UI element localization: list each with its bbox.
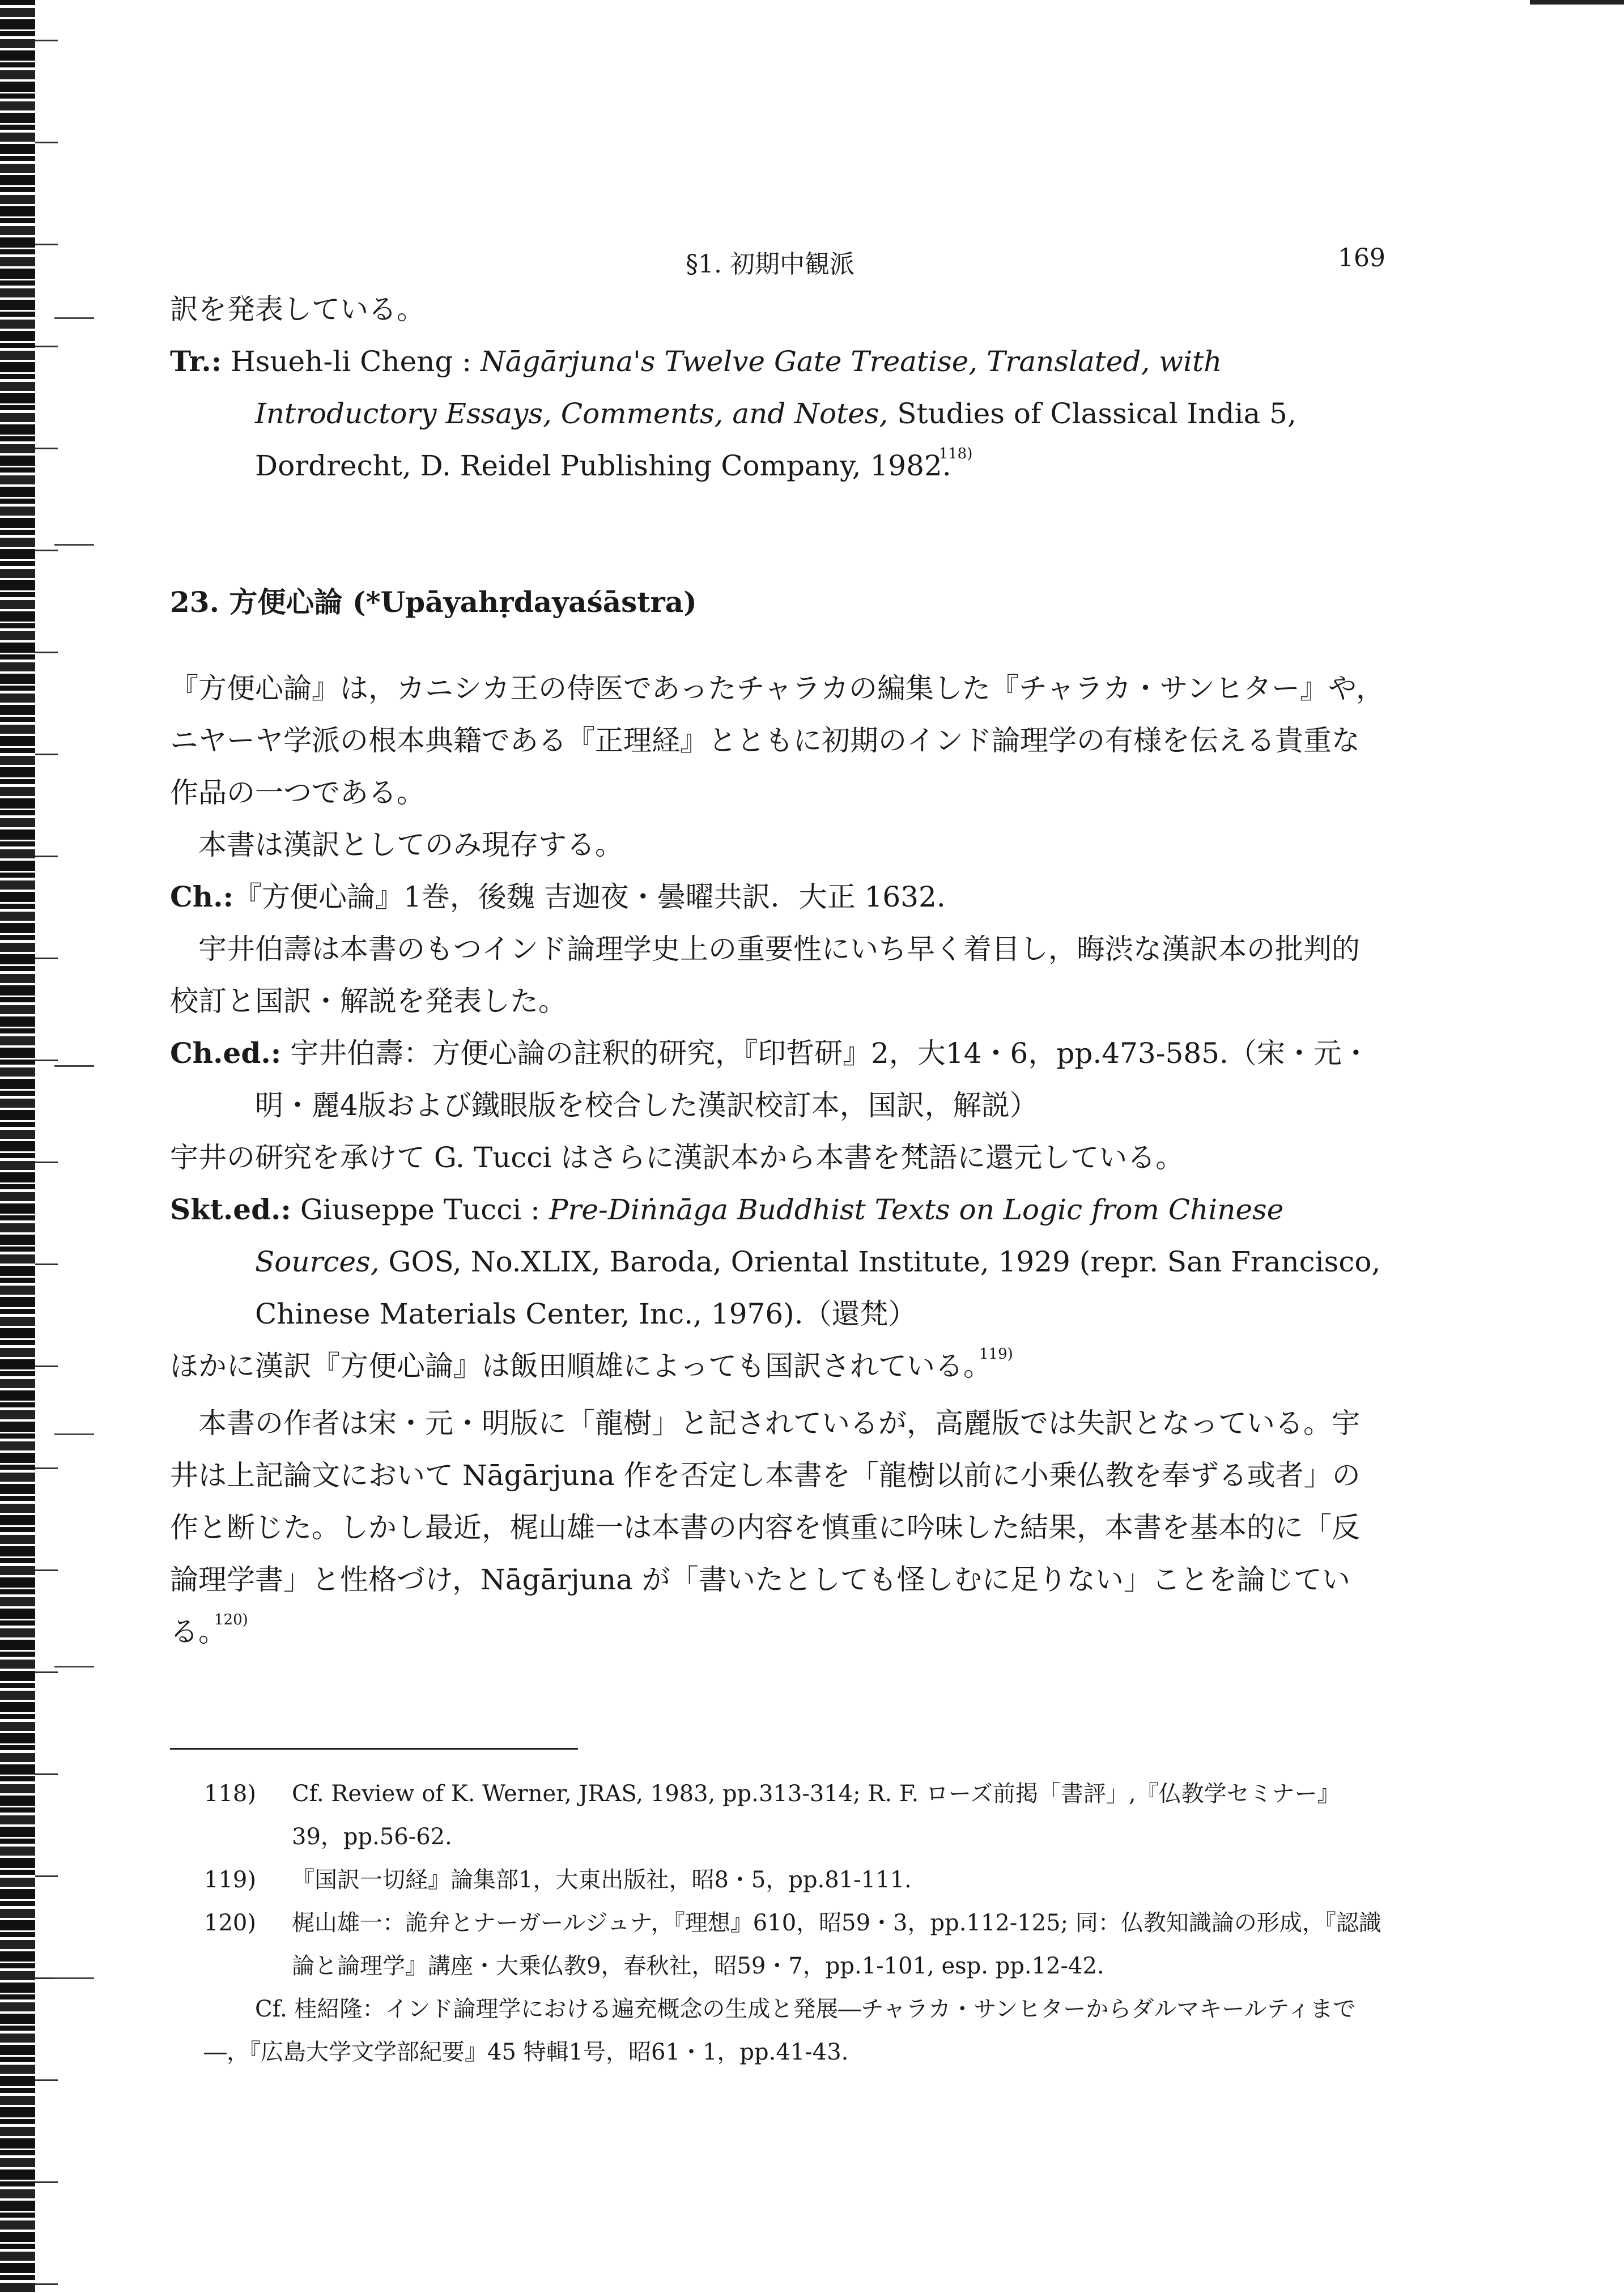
section-title: 方便心論: [229, 585, 343, 619]
footnote-text: 『国訳一切経』論集部1，大東出版社，昭8・5，pp.81-111.: [292, 1867, 912, 1893]
ref-label: Tr.:: [170, 344, 222, 378]
paragraph-text: 本書の作者は宋・元・明版に「龍樹」と記されているが，高麗版では失訳となっている。宇井は上記論文において Nāgārjuna 作を否定し本書を「龍樹以前に小乗仏教を奉ずる或者」の作と断じた。しかし最近，梶山雄一は本書の内容を慎重に吟味した結果，本書を基本的に「反論理学書」と性格づけ，Nāgārjuna が「書いたとしても怪しむに足りない」ことを論じている。: [170, 1407, 1361, 1648]
footnote-marker: 120): [214, 1611, 248, 1628]
paragraph: [170, 1340, 1385, 1397]
ref-title: Pre-Diṅnāga Buddhist Texts on Logic from Chinese Sources,: [255, 1193, 1284, 1278]
page-number: 169: [1338, 244, 1385, 273]
page-header: [170, 244, 1385, 283]
section-number: 23.: [170, 585, 219, 619]
footnote-number: 119): [204, 1867, 256, 1893]
running-title: §1. 初期中観派: [686, 250, 854, 279]
section-heading: [170, 576, 1385, 628]
ref-author: Giuseppe Tucci :: [300, 1193, 549, 1226]
ref-label: Ch.ed.:: [170, 1036, 282, 1070]
footnote: [170, 1858, 1385, 1901]
footnote-number: 118): [204, 1781, 256, 1807]
scan-edge-mark: [1530, 0, 1624, 5]
ref-label: Ch.:: [170, 880, 234, 913]
paragraph-text: ほかに漢訳『方便心論』は飯田順雄によっても国訳されている。: [170, 1350, 992, 1382]
footnote-marker: 118): [938, 445, 973, 462]
paragraph: 宇井伯壽は本書のもつインド論理学史上の重要性にいち早く着目し，晦渋な漢訳本の批判的校訂と国訳・解説を発表した。: [170, 933, 1360, 1018]
footnote-number: 120): [204, 1910, 256, 1936]
ref-details: GOS, No.XLIX, Baroda, Oriental Institute, 1929 (repr. San Francisco, Chinese Materials Center, Inc., 1976).（還梵）: [255, 1245, 1381, 1330]
paragraph: 『方便心論』は，カニシカ王の侍医であったチャラカの編集した『チャラカ・サンヒター』や，ニヤーヤ学派の根本典籍である『正理経』とともに初期のインド論理学の有様を伝える貴重な作品の一つである。: [170, 672, 1384, 809]
ref-text: 宇井伯壽：方便心論の註釈的研究，『印哲研』2，大14・6，pp.473-585.（宋・元・明・麗4版および鐵眼版を校合した漢訳校訂本，国訳，解説）: [255, 1037, 1370, 1122]
ref-label: Skt.ed.:: [170, 1193, 291, 1226]
footnote-separator: [170, 1748, 578, 1750]
ref-details: Studies of Classical India 5, Dordrecht, D. Reidel Publishing Company, 1982.: [255, 397, 1296, 482]
translation-reference: [170, 335, 1385, 497]
footnote: [170, 1901, 1385, 1988]
ref-author: Hsueh-li Cheng :: [231, 345, 481, 378]
ref-title: Nāgārjuna's Twelve Gate Treatise, Translated, with Introductory Essays, Comments, and Notes,: [255, 345, 1222, 430]
chinese-reference: [170, 871, 1385, 923]
ref-text: 『方便心論』1巻，後魏 吉迦夜・曇曜共訳．大正 1632.: [233, 880, 946, 913]
chinese-edition-reference: [170, 1027, 1385, 1131]
footnote-continuation: Cf. 桂紹隆：インド論理学における遍充概念の生成と発展―チャラカ・サンヒターからダルマキールティまで―，『広島大学文学部紀要』45 特輯1号，昭61・1，pp.41-43.: [204, 1996, 1356, 2065]
section-sanskrit-title: (*Upāyahṛdayaśāstra): [352, 585, 697, 619]
paragraph: 本書は漢訳としてのみ現存する。: [198, 828, 623, 861]
footnote-text: Cf. Review of K. Werner, JRAS, 1983, pp.313-314; R. F. ローズ前掲「書評」,『仏教学セミナー』39，pp.56-62.: [292, 1781, 1340, 1850]
paragraph: 宇井の研究を承けて G. Tucci はさらに漢訳本から本書を梵語に還元している。: [170, 1141, 1184, 1174]
page: [170, 244, 1385, 2074]
footnote: [170, 1772, 1385, 1858]
footnote-text: 梶山雄一：詭弁とナーガールジュナ，『理想』610，昭59・3，pp.112-125; 同：仏教知識論の形成，『認識論と論理学』講座・大乗仏教9，春秋社，昭59・7，pp.1-101, esp. pp.12-42.: [292, 1910, 1381, 1979]
sanskrit-edition-reference: [170, 1184, 1385, 1340]
binding-edge: [0, 0, 35, 2293]
paragraph: [170, 1397, 1385, 1663]
paragraph-continued: 訳を発表している。: [170, 293, 425, 326]
footnote-marker: 119): [979, 1346, 1013, 1363]
